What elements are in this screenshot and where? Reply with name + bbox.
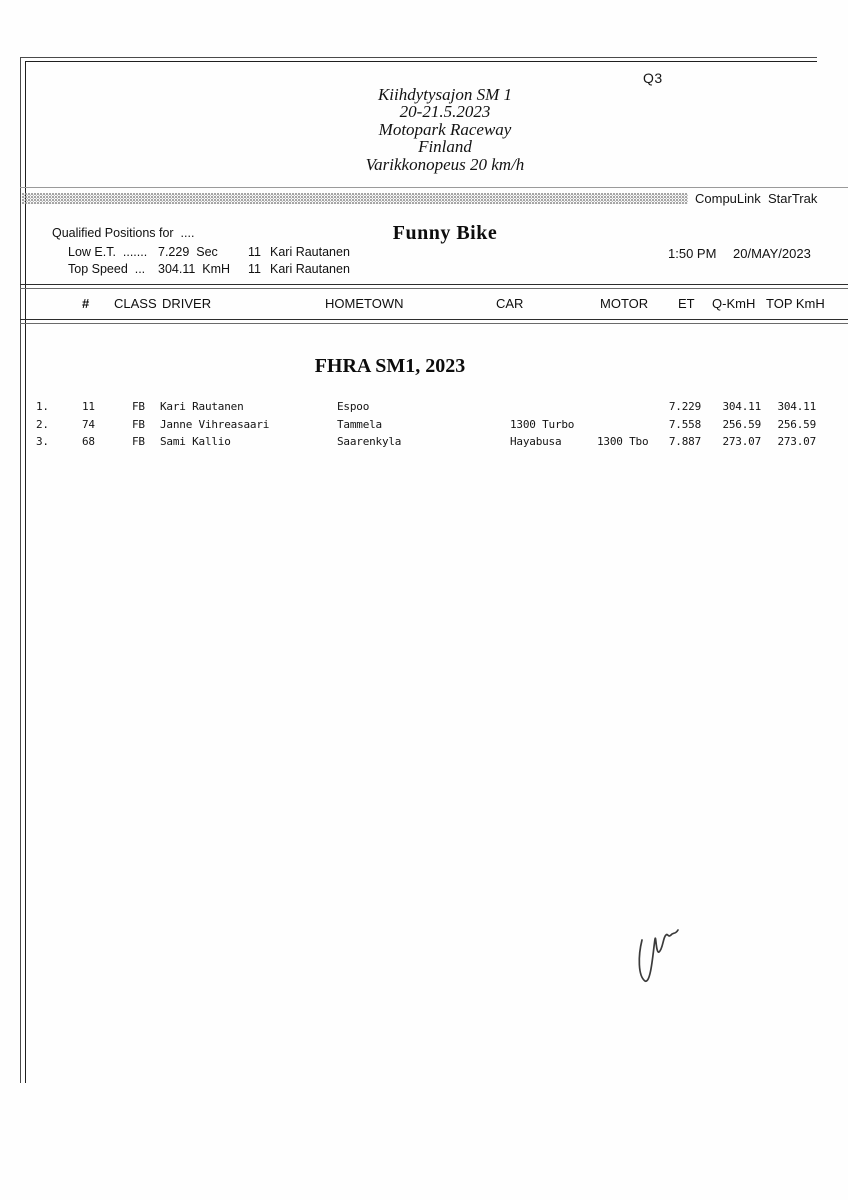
category-title: Funny Bike bbox=[392, 222, 498, 244]
row-hometown: Espoo bbox=[337, 400, 370, 413]
row-car: 1300 Turbo bbox=[510, 418, 575, 431]
event-header bbox=[320, 86, 570, 173]
low-et-driver: Kari Rautanen bbox=[270, 245, 350, 259]
row-et: 7.229 bbox=[668, 400, 701, 413]
page-frame-inner bbox=[25, 61, 817, 1083]
row-car: Hayabusa bbox=[510, 435, 562, 448]
halftone-band bbox=[22, 193, 688, 204]
header-rule-bottom-1 bbox=[20, 319, 848, 320]
row-number: 74 bbox=[82, 418, 95, 431]
row-class: FB bbox=[132, 418, 145, 431]
top-speed-label: Top Speed ... bbox=[68, 262, 146, 276]
row-position: 3. bbox=[36, 435, 49, 448]
row-q-kmh: 256.59 bbox=[722, 418, 761, 431]
col-header-number-sign: # bbox=[82, 296, 90, 311]
low-et-label: Low E.T. ....... bbox=[68, 245, 148, 259]
top-speed-driver: Kari Rautanen bbox=[270, 262, 350, 276]
row-et: 7.558 bbox=[668, 418, 701, 431]
result-row-3 bbox=[0, 435, 848, 451]
row-hometown: Tammela bbox=[337, 418, 382, 431]
result-row-2 bbox=[0, 418, 848, 434]
low-et-bike-number: 11 bbox=[248, 245, 261, 259]
row-motor: 1300 Tbo bbox=[597, 435, 649, 448]
separator-line bbox=[20, 187, 848, 188]
row-class: FB bbox=[132, 435, 145, 448]
result-row-1 bbox=[0, 400, 848, 416]
event-date: 20-21.5.2023 bbox=[399, 102, 491, 122]
col-header-q-kmh: Q-KmH bbox=[712, 296, 756, 311]
timing-system-brand: CompuLink StarTrak bbox=[695, 191, 818, 206]
event-venue: Motopark Raceway bbox=[378, 119, 512, 139]
row-number: 11 bbox=[82, 400, 95, 413]
top-speed-value: 304.11 KmH bbox=[158, 262, 231, 276]
row-hometown: Saarenkyla bbox=[337, 435, 402, 448]
col-header-top-kmh: TOP KmH bbox=[766, 296, 825, 311]
table-header-row bbox=[0, 296, 848, 312]
row-position: 1. bbox=[36, 400, 49, 413]
section-title: FHRA SM1, 2023 bbox=[314, 355, 466, 377]
col-header-class: CLASS bbox=[114, 296, 157, 311]
low-et-row bbox=[0, 245, 848, 260]
top-speed-row bbox=[0, 262, 848, 277]
header-rule-top-2 bbox=[20, 288, 848, 289]
row-q-kmh: 304.11 bbox=[722, 400, 761, 413]
top-speed-bike-number: 11 bbox=[248, 262, 261, 276]
row-position: 2. bbox=[36, 418, 49, 431]
low-et-value: 7.229 Sec bbox=[158, 245, 218, 259]
row-q-kmh: 273.07 bbox=[722, 435, 761, 448]
row-driver: Janne Vihreasaari bbox=[160, 418, 270, 431]
col-header-driver: DRIVER bbox=[162, 296, 212, 311]
row-driver: Sami Kallio bbox=[160, 435, 231, 448]
signature-scribble bbox=[633, 926, 689, 990]
row-top-kmh: 273.07 bbox=[777, 435, 816, 448]
row-number: 68 bbox=[82, 435, 95, 448]
row-et: 7.887 bbox=[668, 435, 701, 448]
print-date: 20/MAY/2023 bbox=[733, 246, 811, 261]
col-header-car: CAR bbox=[496, 296, 524, 311]
row-driver: Kari Rautanen bbox=[160, 400, 244, 413]
header-rule-top-1 bbox=[20, 284, 848, 285]
row-top-kmh: 304.11 bbox=[777, 400, 816, 413]
header-rule-bottom-2 bbox=[20, 323, 848, 324]
round-label: Q3 bbox=[643, 70, 663, 86]
row-top-kmh: 256.59 bbox=[777, 418, 816, 431]
print-time: 1:50 PM bbox=[668, 246, 717, 261]
col-header-et: ET bbox=[678, 296, 695, 311]
row-class: FB bbox=[132, 400, 145, 413]
col-header-motor: MOTOR bbox=[600, 296, 649, 311]
col-header-hometown: HOMETOWN bbox=[325, 296, 404, 311]
event-country: Finland bbox=[418, 137, 472, 157]
event-paddock-speed: Varikkonopeus 20 km/h bbox=[365, 154, 525, 174]
event-name: Kiihdytysajon SM 1 bbox=[377, 85, 513, 104]
qualified-positions-heading: Qualified Positions for .... bbox=[52, 226, 195, 240]
